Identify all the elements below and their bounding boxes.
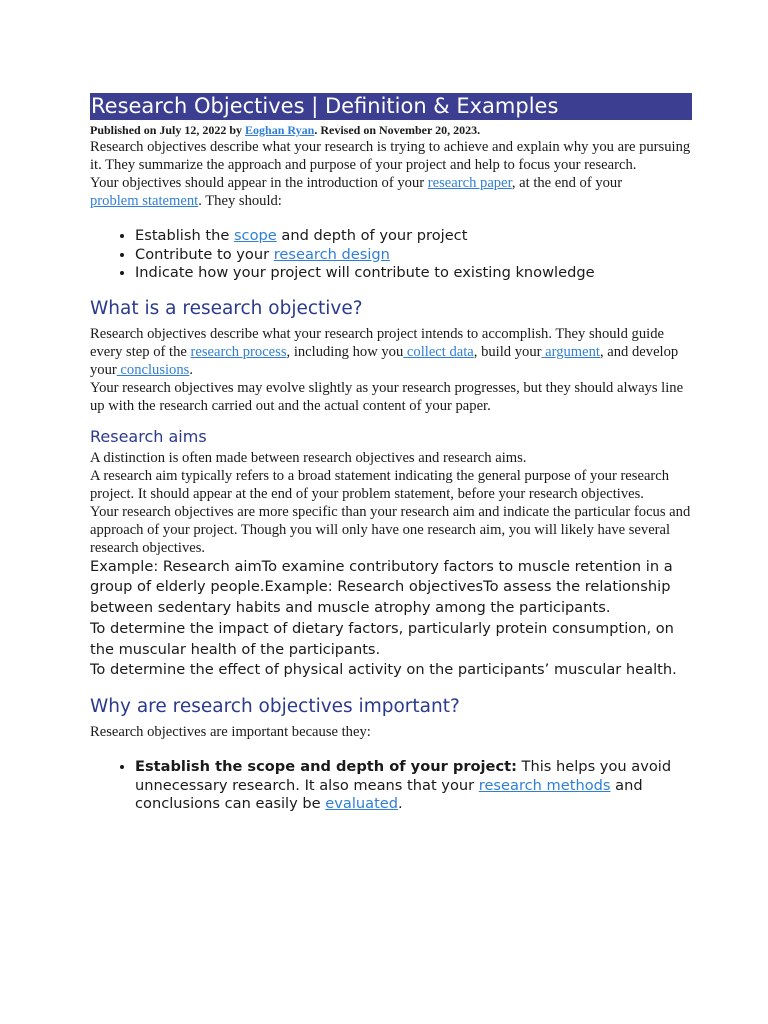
aims-paragraph-1: A distinction is often made between research objectives and research aims. [90, 449, 527, 466]
revised-date: . Revised on November 20, 2023. [314, 123, 481, 137]
paragraph-text: , build your [473, 343, 542, 360]
article-meta [90, 122, 692, 138]
section-heading-why-important: Why are research objectives important? [90, 696, 460, 718]
intro-text: , at the end of your [511, 175, 623, 191]
list-item [135, 227, 692, 246]
research-methods-link[interactable]: research methods [478, 776, 611, 794]
aims-paragraph-3: Your research objectives are more specific than your research aim and indicate the particular focus and approach of your project. Though you will only have one research aim, you will likely have several research objectives. [90, 503, 691, 556]
example-block-1: Example: Research aimTo examine contributory factors to muscle retention in a group of elderly people.Example: Research objectivesTo assess the relationship between sedentary habits and muscle atrophy among the participants. [90, 557, 673, 617]
paragraph-text: , and develop your [90, 343, 679, 378]
what-is-paragraph-1 [90, 325, 692, 379]
published-date: Published on July 12, 2022 by [90, 123, 246, 137]
list-item-text: Establish the [135, 227, 234, 244]
example-block-3: To determine the effect of physical activity on the participants’ muscular health. [90, 661, 677, 679]
paragraph-text: . [189, 361, 193, 378]
page-title: Research Objectives | Definition & Examples [90, 93, 692, 120]
author-link[interactable]: Eoghan Ryan [245, 123, 315, 137]
problem-statement-link[interactable]: problem statement [90, 193, 199, 209]
evaluated-link[interactable]: evaluated [325, 795, 399, 813]
importance-list [90, 758, 692, 814]
intro-paragraph-1: Research objectives describe what your research is trying to achieve and explain why you are pursuing it. They summarize the approach and purpose of your project and help to focus your research. [90, 139, 691, 173]
intro-text: . They should: [198, 193, 282, 209]
list-item [135, 758, 692, 814]
collect-data-link[interactable]: collect data [403, 343, 474, 360]
article [90, 93, 692, 814]
section-heading-what-is: What is a research objective? [90, 297, 363, 319]
research-process-link[interactable]: research process [190, 343, 287, 360]
scope-link[interactable]: scope [233, 227, 277, 244]
list-item-text: Contribute to your [135, 245, 274, 263]
list-item-text: Indicate how your project will contribute to existing knowledge [135, 264, 595, 281]
list-item [135, 264, 692, 283]
list-item-text: This helps you avoid unnecessary research. It also means that your [135, 758, 672, 794]
conclusions-link[interactable]: conclusions [116, 361, 190, 378]
list-item [135, 246, 692, 265]
paragraph-text: Research objectives describe what your research project intends to accomplish. They should guide every step of the [90, 325, 664, 360]
intro-paragraph-2 [90, 174, 692, 210]
section-heading-research-aims: Research aims [90, 426, 207, 446]
list-item-text: and depth of your project [276, 227, 468, 244]
aims-paragraph-2: A research aim typically refers to a broad statement indicating the general purpose of your research project. It should appear at the end of your problem statement, before your research objectives. [90, 467, 670, 502]
example-block-2: To determine the impact of dietary factors, particularly protein consumption, on the muscular health of the participants. [90, 619, 674, 658]
paragraph-text: , including how you [286, 343, 404, 360]
list-item-text: and conclusions can easily be [135, 776, 643, 813]
intro-text: Your objectives should appear in the introduction of your [90, 175, 428, 191]
objectives-list [90, 227, 692, 283]
argument-link[interactable]: argument [541, 343, 600, 360]
list-item-bold: Establish the scope and depth of your project: [135, 758, 517, 776]
research-design-link[interactable]: research design [273, 245, 390, 263]
list-item-text: . [398, 795, 403, 813]
research-paper-link[interactable]: research paper [427, 175, 512, 191]
what-is-paragraph-2: Your research objectives may evolve slightly as your research progresses, but they should always line up with the research carried out and the actual content of your paper. [90, 379, 684, 414]
why-paragraph-1: Research objectives are important because they: [90, 724, 371, 741]
